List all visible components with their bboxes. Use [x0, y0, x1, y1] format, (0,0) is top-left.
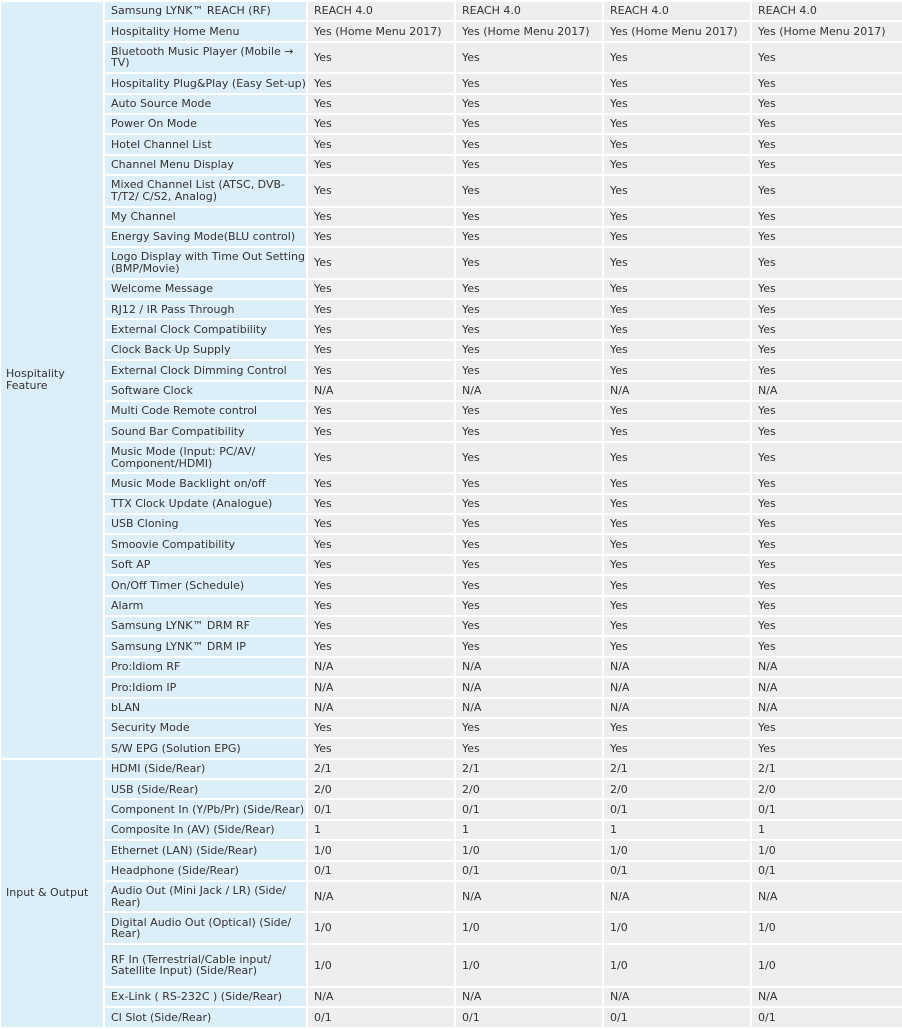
model-value: REACH 4.0 [752, 2, 902, 20]
table-row [1, 248, 902, 277]
model-value: Yes [604, 74, 750, 92]
feature-name: Pro:Idiom RF [105, 658, 306, 676]
model-value: Yes [752, 135, 902, 153]
model-value: Yes [308, 402, 454, 420]
model-value: Yes [752, 320, 902, 338]
model-value: 0/1 [752, 862, 902, 880]
feature-name: On/Off Timer (Schedule) [105, 576, 306, 594]
model-value: Yes [604, 443, 750, 472]
table-row [1, 760, 902, 778]
model-value: 2/0 [604, 780, 750, 798]
table-row [1, 382, 902, 400]
model-value: Yes [604, 556, 750, 574]
model-value: Yes [604, 208, 750, 226]
table-row [1, 74, 902, 92]
model-value: Yes (Home Menu 2017) [308, 22, 454, 40]
table-row [1, 22, 902, 40]
model-value: N/A [604, 658, 750, 676]
model-value: Yes [456, 95, 602, 113]
model-value: Yes [308, 515, 454, 533]
model-value: Yes [752, 495, 902, 513]
feature-name: Sound Bar Compatibility [105, 422, 306, 440]
model-value: Yes [308, 617, 454, 635]
table-row [1, 280, 902, 298]
model-value: Yes [456, 637, 602, 655]
model-value: Yes [752, 156, 902, 174]
table-row [1, 300, 902, 318]
model-value: Yes [752, 719, 902, 737]
table-row [1, 535, 902, 553]
model-value: 2/1 [456, 760, 602, 778]
feature-name: Security Mode [105, 719, 306, 737]
model-value: N/A [752, 658, 902, 676]
model-value: Yes [456, 43, 602, 72]
model-value: 1/0 [308, 913, 454, 942]
model-value: 1 [604, 821, 750, 839]
table-row [1, 341, 902, 359]
model-value: Yes [752, 341, 902, 359]
model-value: 2/1 [752, 760, 902, 778]
model-value: N/A [752, 882, 902, 911]
table-row [1, 208, 902, 226]
model-value: Yes [456, 556, 602, 574]
model-value: 0/1 [604, 862, 750, 880]
model-value: N/A [604, 699, 750, 717]
model-value: Yes [752, 402, 902, 420]
group-label: Hospitality Feature [1, 2, 103, 758]
model-value: 1/0 [308, 841, 454, 859]
model-value: Yes [604, 515, 750, 533]
model-value: Yes [308, 495, 454, 513]
feature-name: Samsung LYNK™ DRM RF [105, 617, 306, 635]
table-row [1, 699, 902, 717]
feature-name: Audio Out (Mini Jack / LR) (Side/ Rear) [105, 882, 306, 911]
model-value: N/A [308, 882, 454, 911]
model-value: Yes [308, 300, 454, 318]
feature-name: Component In (Y/Pb/Pr) (Side/Rear) [105, 800, 306, 818]
model-value: N/A [308, 658, 454, 676]
model-value: Yes [456, 300, 602, 318]
model-value: Yes [456, 156, 602, 174]
model-value: Yes [604, 617, 750, 635]
feature-name: S/W EPG (Solution EPG) [105, 739, 306, 757]
table-row [1, 443, 902, 472]
model-value: 0/1 [456, 800, 602, 818]
feature-name: Energy Saving Mode(BLU control) [105, 228, 306, 246]
model-value: N/A [752, 988, 902, 1006]
model-value: Yes [752, 597, 902, 615]
model-value: Yes [604, 320, 750, 338]
feature-name: Alarm [105, 597, 306, 615]
model-value: Yes [604, 739, 750, 757]
model-value: Yes [752, 361, 902, 379]
model-value: Yes [456, 719, 602, 737]
model-value: Yes [456, 115, 602, 133]
feature-name: Smoovie Compatibility [105, 535, 306, 553]
model-value: Yes [604, 495, 750, 513]
model-value: REACH 4.0 [308, 2, 454, 20]
model-value: Yes [752, 280, 902, 298]
feature-name: CI Slot (Side/Rear) [105, 1008, 306, 1026]
table-row [1, 228, 902, 246]
feature-name: Hotel Channel List [105, 135, 306, 153]
model-value: Yes [308, 208, 454, 226]
model-value: Yes [308, 156, 454, 174]
model-value: Yes [604, 535, 750, 553]
model-value: Yes [456, 495, 602, 513]
feature-name: Soft AP [105, 556, 306, 574]
model-value: 0/1 [752, 800, 902, 818]
model-value: Yes [308, 248, 454, 277]
spec-table-body [1, 2, 902, 1027]
model-value: N/A [456, 658, 602, 676]
table-row [1, 361, 902, 379]
table-row [1, 821, 902, 839]
feature-name: Composite In (AV) (Side/Rear) [105, 821, 306, 839]
feature-name: RF In (Terrestrial/Cable input/ Satellite Input) (Side/Rear) [105, 945, 306, 986]
feature-name: Mixed Channel List (ATSC, DVB-T/T2/ C/S2, Analog) [105, 176, 306, 205]
model-value: Yes [456, 361, 602, 379]
table-row [1, 862, 902, 880]
feature-name: bLAN [105, 699, 306, 717]
table-row [1, 2, 902, 20]
model-value: N/A [456, 382, 602, 400]
model-value: N/A [308, 382, 454, 400]
model-value: N/A [604, 882, 750, 911]
table-row [1, 988, 902, 1006]
model-value: Yes (Home Menu 2017) [604, 22, 750, 40]
table-row [1, 678, 902, 696]
model-value: Yes [604, 300, 750, 318]
model-value: Yes [752, 208, 902, 226]
table-row [1, 422, 902, 440]
model-value: Yes [456, 422, 602, 440]
model-value: Yes [456, 535, 602, 553]
model-value: 1 [752, 821, 902, 839]
model-value: Yes [308, 474, 454, 492]
table-row [1, 43, 902, 72]
model-value: Yes [308, 135, 454, 153]
model-value: Yes [456, 576, 602, 594]
model-value: Yes [752, 422, 902, 440]
model-value: Yes [456, 280, 602, 298]
model-value: Yes [308, 556, 454, 574]
model-value: REACH 4.0 [456, 2, 602, 20]
table-row [1, 617, 902, 635]
model-value: Yes [752, 474, 902, 492]
feature-name: My Channel [105, 208, 306, 226]
feature-name: Welcome Message [105, 280, 306, 298]
model-value: Yes [456, 176, 602, 205]
model-value: 1/0 [308, 945, 454, 986]
feature-name: Samsung LYNK™ DRM IP [105, 637, 306, 655]
model-value: 1/0 [752, 841, 902, 859]
table-row [1, 402, 902, 420]
model-value: Yes [456, 135, 602, 153]
model-value: Yes [604, 402, 750, 420]
table-row [1, 474, 902, 492]
table-row [1, 658, 902, 676]
model-value: 1/0 [456, 945, 602, 986]
model-value: Yes [456, 617, 602, 635]
model-value: 1/0 [604, 913, 750, 942]
model-value: Yes [752, 535, 902, 553]
model-value: Yes [604, 176, 750, 205]
model-value: 0/1 [456, 1008, 602, 1026]
table-row [1, 495, 902, 513]
model-value: Yes [456, 474, 602, 492]
feature-name: Multi Code Remote control [105, 402, 306, 420]
model-value: Yes [752, 443, 902, 472]
feature-name: USB (Side/Rear) [105, 780, 306, 798]
model-value: Yes [752, 739, 902, 757]
model-value: Yes (Home Menu 2017) [456, 22, 602, 40]
feature-name: Hospitality Home Menu [105, 22, 306, 40]
model-value: Yes [604, 422, 750, 440]
model-value: Yes [752, 617, 902, 635]
model-value: Yes [752, 576, 902, 594]
model-value: Yes [308, 637, 454, 655]
feature-name: External Clock Compatibility [105, 320, 306, 338]
feature-name: HDMI (Side/Rear) [105, 760, 306, 778]
feature-name: Pro:Idiom IP [105, 678, 306, 696]
model-value: Yes [308, 597, 454, 615]
model-value: 1/0 [752, 913, 902, 942]
model-value: 1/0 [604, 945, 750, 986]
model-value: Yes [752, 556, 902, 574]
table-row [1, 320, 902, 338]
model-value: Yes [604, 95, 750, 113]
model-value: Yes [604, 135, 750, 153]
model-value: Yes [752, 95, 902, 113]
feature-name: Hospitality Plug&Play (Easy Set-up) [105, 74, 306, 92]
model-value: Yes [752, 515, 902, 533]
model-value: 1 [456, 821, 602, 839]
model-value: 0/1 [308, 862, 454, 880]
model-value: N/A [752, 382, 902, 400]
model-value: 2/1 [604, 760, 750, 778]
table-row [1, 556, 902, 574]
feature-name: Digital Audio Out (Optical) (Side/ Rear) [105, 913, 306, 942]
table-row [1, 637, 902, 655]
model-value: N/A [456, 882, 602, 911]
model-value: Yes [456, 228, 602, 246]
feature-name: Music Mode Backlight on/off [105, 474, 306, 492]
feature-name: Samsung LYNK™ REACH (RF) [105, 2, 306, 20]
feature-name: Auto Source Mode [105, 95, 306, 113]
table-row [1, 95, 902, 113]
model-value: Yes [308, 228, 454, 246]
model-value: Yes [752, 248, 902, 277]
model-value: Yes [604, 474, 750, 492]
feature-name: Bluetooth Music Player (Mobile → TV) [105, 43, 306, 72]
feature-name: Ethernet (LAN) (Side/Rear) [105, 841, 306, 859]
feature-name: USB Cloning [105, 515, 306, 533]
table-row [1, 882, 902, 911]
table-row [1, 156, 902, 174]
model-value: 1/0 [604, 841, 750, 859]
feature-name: RJ12 / IR Pass Through [105, 300, 306, 318]
model-value: 2/0 [456, 780, 602, 798]
model-value: N/A [604, 678, 750, 696]
feature-name: Ex-Link ( RS-232C ) (Side/Rear) [105, 988, 306, 1006]
model-value: N/A [308, 699, 454, 717]
model-value: Yes [604, 719, 750, 737]
table-row [1, 135, 902, 153]
table-row [1, 515, 902, 533]
feature-name: TTX Clock Update (Analogue) [105, 495, 306, 513]
table-row [1, 841, 902, 859]
table-row [1, 115, 902, 133]
model-value: 0/1 [456, 862, 602, 880]
model-value: N/A [456, 988, 602, 1006]
model-value: Yes [308, 95, 454, 113]
model-value: N/A [752, 699, 902, 717]
model-value: Yes [456, 739, 602, 757]
model-value: Yes [456, 443, 602, 472]
model-value: Yes [308, 74, 454, 92]
model-value: Yes [604, 280, 750, 298]
model-value: Yes [456, 402, 602, 420]
model-value: Yes [752, 300, 902, 318]
model-value: Yes [752, 115, 902, 133]
feature-name: Logo Display with Time Out Setting (BMP/Movie) [105, 248, 306, 277]
model-value: N/A [456, 678, 602, 696]
model-value: Yes [308, 320, 454, 338]
model-value: Yes [308, 443, 454, 472]
feature-name: Channel Menu Display [105, 156, 306, 174]
model-value: 0/1 [308, 800, 454, 818]
model-value: Yes [456, 208, 602, 226]
table-row [1, 576, 902, 594]
model-value: Yes [752, 176, 902, 205]
model-value: Yes [456, 248, 602, 277]
table-row [1, 913, 902, 942]
model-value: 0/1 [752, 1008, 902, 1026]
model-value: Yes [604, 597, 750, 615]
model-value: Yes [456, 341, 602, 359]
table-row [1, 945, 902, 986]
model-value: Yes [604, 115, 750, 133]
feature-name: External Clock Dimming Control [105, 361, 306, 379]
model-value: N/A [308, 678, 454, 696]
model-value: N/A [604, 382, 750, 400]
model-value: 1/0 [456, 841, 602, 859]
model-value: Yes [604, 248, 750, 277]
model-value: 2/1 [308, 760, 454, 778]
model-value: Yes [456, 515, 602, 533]
model-value: Yes [604, 341, 750, 359]
group-label: Input & Output [1, 760, 103, 1027]
model-value: Yes [308, 719, 454, 737]
model-value: N/A [456, 699, 602, 717]
model-value: 0/1 [308, 1008, 454, 1026]
model-value: Yes [752, 228, 902, 246]
model-value: Yes [308, 535, 454, 553]
model-value: Yes [308, 341, 454, 359]
model-value: Yes [604, 156, 750, 174]
model-value: Yes [308, 115, 454, 133]
feature-name: Power On Mode [105, 115, 306, 133]
model-value: REACH 4.0 [604, 2, 750, 20]
model-value: N/A [604, 988, 750, 1006]
model-value: Yes [604, 576, 750, 594]
model-value: Yes [604, 43, 750, 72]
table-row [1, 739, 902, 757]
model-value: Yes [308, 739, 454, 757]
table-row [1, 176, 902, 205]
model-value: Yes [308, 176, 454, 205]
model-value: Yes [604, 361, 750, 379]
model-value: Yes [604, 637, 750, 655]
model-value: Yes [752, 637, 902, 655]
model-value: Yes [308, 361, 454, 379]
model-value: 1/0 [456, 913, 602, 942]
model-value: Yes (Home Menu 2017) [752, 22, 902, 40]
model-value: N/A [752, 678, 902, 696]
feature-name: Music Mode (Input: PC/AV/ Component/HDMI) [105, 443, 306, 472]
model-value: Yes [456, 320, 602, 338]
model-value: Yes [752, 74, 902, 92]
table-row [1, 719, 902, 737]
model-value: Yes [456, 597, 602, 615]
model-value: 1 [308, 821, 454, 839]
model-value: Yes [456, 74, 602, 92]
table-row [1, 800, 902, 818]
model-value: 0/1 [604, 800, 750, 818]
model-value: Yes [308, 576, 454, 594]
model-value: Yes [308, 280, 454, 298]
model-value: Yes [752, 43, 902, 72]
table-row [1, 597, 902, 615]
model-value: 1/0 [752, 945, 902, 986]
model-value: 2/0 [752, 780, 902, 798]
model-value: Yes [604, 228, 750, 246]
feature-name: Headphone (Side/Rear) [105, 862, 306, 880]
model-value: Yes [308, 43, 454, 72]
model-value: 0/1 [604, 1008, 750, 1026]
feature-name: Clock Back Up Supply [105, 341, 306, 359]
model-value: 2/0 [308, 780, 454, 798]
table-row [1, 780, 902, 798]
feature-name: Software Clock [105, 382, 306, 400]
model-value: N/A [308, 988, 454, 1006]
model-value: Yes [308, 422, 454, 440]
